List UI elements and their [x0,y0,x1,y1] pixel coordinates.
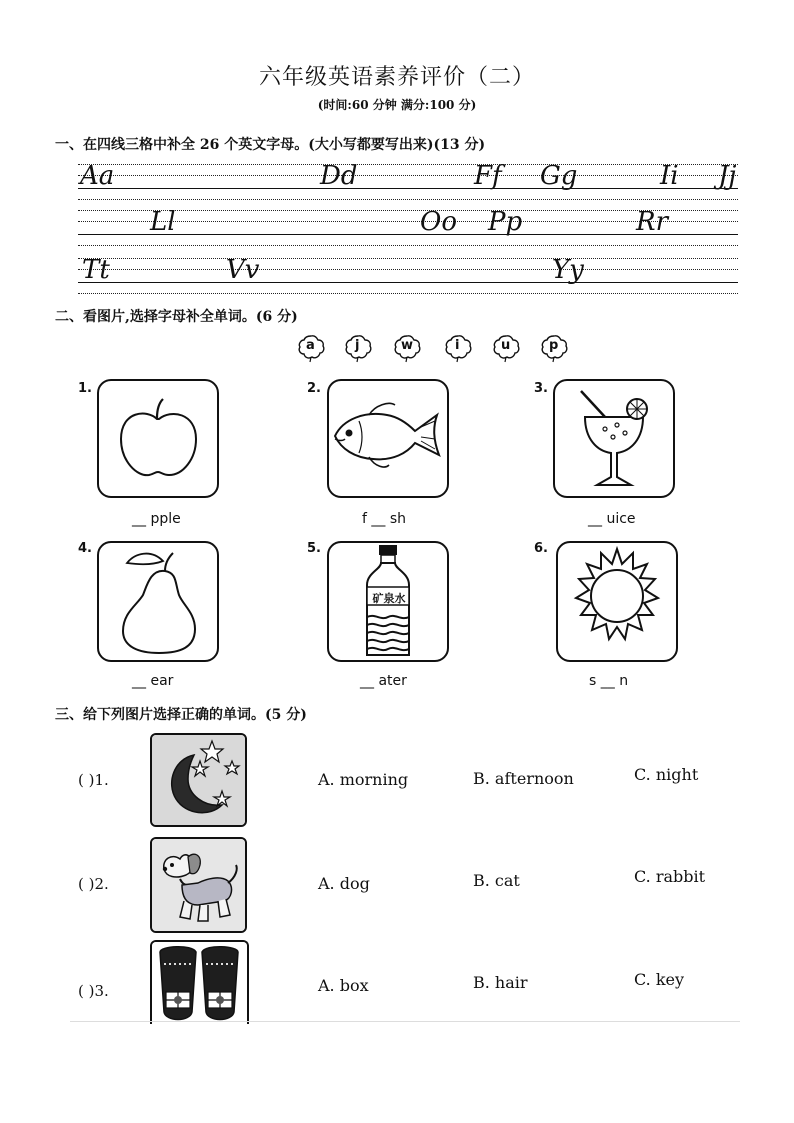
letter-pair: Yy [552,255,584,285]
letter-pair: Aa [80,161,115,191]
item-number: 6. [534,541,548,556]
item-number: 3. [534,381,548,396]
option-a[interactable]: A. box [318,976,369,995]
letter-pair: Tt [82,255,110,285]
grid-line [78,164,738,165]
letter-pair: Rr [636,207,669,237]
bubble-letter: w [401,338,414,353]
letter-pair: Pp [488,207,523,237]
grid-line [78,199,738,200]
bubble-letter: i [455,338,460,353]
bubble-letter: a [306,338,315,353]
letter-pair: Dd [320,161,358,191]
fish-icon [329,381,447,496]
word-caption: __ ear [132,673,174,689]
item-number: 5. [307,541,321,556]
option-b[interactable]: B. afternoon [473,769,574,788]
picture-box [327,541,449,662]
grid-line [78,258,738,259]
grid-baseline [78,188,738,189]
letter-pair: Ii [660,161,679,191]
letter-pair: Vv [226,255,260,285]
sun-icon [558,543,676,660]
section2-heading: 二、看图片,选择字母补全单词。(6 分) [55,309,298,325]
shoes-icon [152,942,247,1024]
grid-line [78,293,738,294]
page-subtitle: (时间:60 分钟 满分:100 分) [317,98,477,112]
section3-heading: 三、给下列图片选择正确的单词。(5 分) [55,707,307,723]
picture-box [97,379,219,498]
picture-box [556,541,678,662]
bubble-letter: u [501,338,511,353]
bottle-label: 矿泉水 [372,592,406,605]
letter-bubble [343,333,373,367]
option-b[interactable]: B. hair [473,973,528,992]
item-number: 2. [307,381,321,396]
picture-box [97,541,219,662]
picture-box [553,379,675,498]
apple-icon [99,381,217,496]
moon-stars-icon [152,735,245,825]
juice-icon [555,381,673,496]
grid-line [78,269,738,270]
letter-bubble [491,333,521,367]
letter-pair: Ff [474,161,502,191]
letter-bubble [296,333,326,367]
word-caption: __ uice [588,511,636,527]
answer-blank[interactable]: ( )1. [78,771,109,789]
picture-box [150,837,247,933]
letter-pair: Jj [718,161,737,191]
section1-heading: 一、在四线三格中补全 26 个英文字母。(大小写都要写出来)(13 分) [55,137,486,153]
option-c[interactable]: C. key [634,970,685,989]
answer-blank[interactable]: ( )3. [78,982,109,1000]
dog-icon [152,839,245,931]
option-b[interactable]: B. cat [473,871,520,890]
letter-bubble [539,333,569,367]
letter-pair: Ll [150,207,176,237]
item-number: 1. [78,381,92,396]
option-a[interactable]: A. dog [318,874,370,893]
grid-baseline [78,282,738,283]
letter-pair: Oo [420,207,457,237]
bubble-letter: p [549,338,559,353]
picture-box [150,733,247,827]
letter-pair: Gg [540,161,578,191]
bubble-letter: j [355,338,360,353]
picture-box [150,940,249,1024]
item-number: 4. [78,541,92,556]
word-caption: s __ n [589,673,629,689]
page-title: 六年级英语素养评价（二） [258,65,535,90]
option-c[interactable]: C. rabbit [634,867,706,886]
grid-line [78,175,738,176]
word-caption: __ ater [360,673,407,689]
word-caption: __ pple [132,511,181,527]
page-bottom-divider [70,1021,740,1022]
picture-box [327,379,449,498]
option-c[interactable]: C. night [634,765,699,784]
answer-blank[interactable]: ( )2. [78,875,109,893]
pear-icon [99,543,217,660]
letter-bubble [392,333,422,367]
letter-bubble [443,333,473,367]
option-a[interactable]: A. morning [318,770,409,789]
grid-line [78,245,738,246]
word-caption: f __ sh [362,511,406,527]
